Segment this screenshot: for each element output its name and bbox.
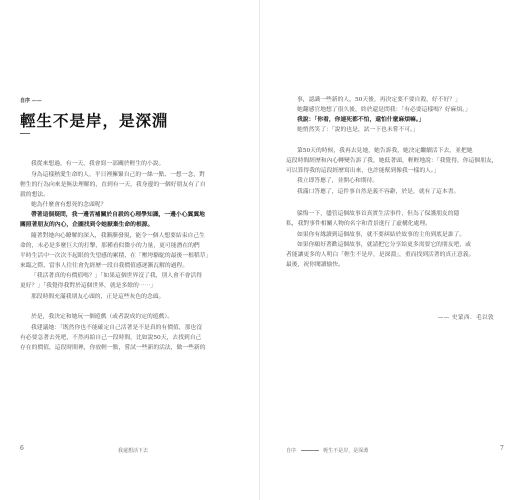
paragraph-line: 命的，未必是多麼巨大的打擊，那種看似微小的力量，更可能潛在的們 <box>20 243 200 249</box>
paragraph-line: 她翻感官地想了很久後，終於還是問我：「有必要這樣嗎？好麻煩。」 <box>297 107 471 113</box>
paragraph-line: 躲悔一下，儘管這個故事首真實生活事件，但為了保護朋友的隱 <box>297 211 460 217</box>
title-underline <box>20 133 30 134</box>
paragraph-line: 關照著朋友的內心，企圖找到令她厭棄生命的根源。 <box>20 222 154 228</box>
paragraph-line: 我建議她：「既然你也不能確定自己活著是不是真的有價值，那也沒 <box>31 325 203 331</box>
paragraph-line: 最後，祝你閱讀愉快。 <box>286 262 344 268</box>
paragraph-line: 可以算得我的這段經歷寫出來，也許能幫到像我一樣的人。」 <box>286 168 440 174</box>
paragraph-line: 輕生的行為向來是無法理解的，直到有一天，我身邊的一個好朋友有了自 <box>20 182 206 188</box>
footer-label: 自序 <box>286 448 297 454</box>
paragraph-line: 殺的想法。 <box>20 192 49 198</box>
page-number-left: 6 <box>20 445 24 452</box>
paragraph-line: 那段時間充滿我朋友心頭的，正是這些灰色的念頭。 <box>31 294 165 300</box>
paragraph-line: 她為什麼會有想死的念頭呢？ <box>31 202 107 208</box>
paragraph-line: 我說：「你看，你連死都不怕，還怕什麼麻煩嘛。」 <box>297 117 425 123</box>
paragraph-line: 我立即答應了，並開心和期待。 <box>297 178 379 184</box>
book-title-footer: 我還想活下去 <box>118 448 149 454</box>
footer-chapter-title: 輕生不是岸，是深淵 <box>323 448 369 454</box>
paragraph-line: 如果你願好著歡這個故事，就請把它分享給更多需要它的朋友吧，或 <box>297 242 471 248</box>
paragraph-line: 於是，我決定和她玩一個遊戲（或者說成約定的遊戲）。 <box>31 314 174 320</box>
paragraph-line: 存在的價值，這段時間裡，你放輕一點，嘗試一些新的活法，做一些新的 <box>20 345 206 351</box>
chapter-title: 輕生不是岸，是深淵 <box>20 111 169 130</box>
section-label: 自序 —— <box>20 98 42 104</box>
paragraph-line: 隨著對她內心瞭解的深入，我漸漸發現，能令一個人想要結束自己生 <box>31 233 205 239</box>
paragraph-line: 有必要急著去死吧，不然再給自己一段時間，比如說50天，去找到自己 <box>20 335 202 341</box>
paragraph-line: 她悄然笑了：「說的也是，試一下也未嘗不可。」 <box>297 127 419 133</box>
running-footer <box>286 447 368 454</box>
footer-divider <box>301 450 319 451</box>
paragraph-line: 更好？」「我覺得我對於這個世界，就是多餘的⋯⋯」 <box>20 283 157 289</box>
paragraph-line: 者能讓更多的人明白「輕生不是岸，是深淵」，重而找到活著的真正意義。 <box>286 252 475 258</box>
paragraph-line: 我從來想過，有一天，我會寫一部關於輕生的小說。 <box>31 161 165 167</box>
page-number-right: 7 <box>500 445 504 452</box>
paragraph-line: 私，我對事件相關人物的名字和背景進行了虛構化處理。 <box>286 221 431 227</box>
paragraph-line: 第50天的時候，我再去見她，她告訴我，她決定繼續活下去，並把她 <box>297 148 473 154</box>
paragraph-line: 事，認識一些新的人，50天後，再決定要不要自殺，好不好？」 <box>297 97 461 103</box>
paragraph-line: 來臨之際，當事人往往會先經歷一段自我價值感逐漸瓦解的過程。 <box>20 263 189 269</box>
author-signature: —— 史蒙西．毛以敦 <box>437 315 494 321</box>
paragraph-line: 如果你有緣讀到這個故事，就不要糾結於故事的主角到底是誰了。 <box>297 232 466 238</box>
paragraph-line: 我滿口答應了，這件事自然是義不容辭，於是，就有了這本書。 <box>297 189 460 195</box>
paragraph-line: 帶著這個疑問，我一邊苦補關於自殺的心理學知識，一邊小心翼翼地 <box>31 212 205 218</box>
paragraph-line: 「我活著真的有價值嗎？」「如果這個世界沒了我，別人會不會活得 <box>31 273 203 279</box>
right-page <box>260 0 520 500</box>
paragraph-line: 身為這樣熱愛生命的人，平日裡擁緊自己的一絲一點、一想一念，對 <box>31 172 205 178</box>
paragraph-line: 這段時間經歷和內心轉變告訴了我，她低著頭，輕輕地說：「我覺得，你這個朋友， <box>286 158 498 164</box>
paragraph-line: 平時生活中一次次不起眼的失望感的累積，在「壓垮駱駝的最後一根稻草」 <box>20 253 212 259</box>
